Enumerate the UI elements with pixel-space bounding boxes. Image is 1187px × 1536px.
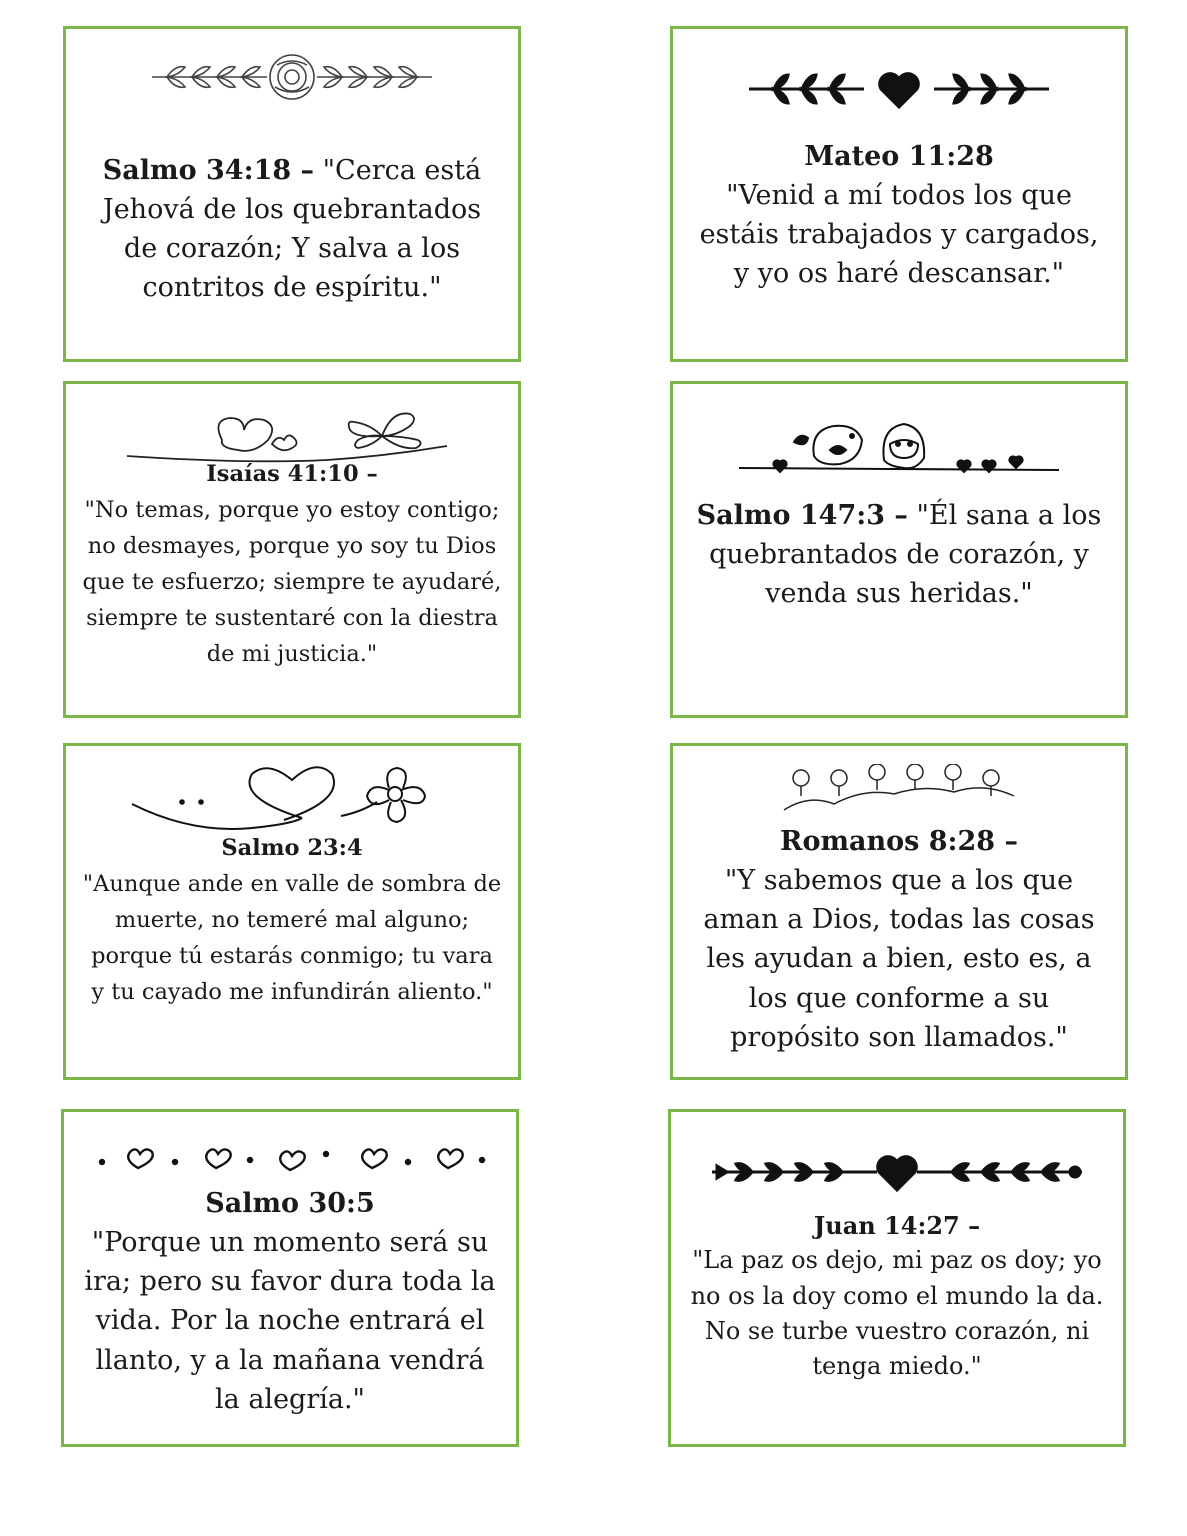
rose-branch-icon <box>66 51 518 103</box>
verse-reference: Salmo 30:5 <box>205 1188 375 1219</box>
verse-reference: Salmo 34:18 – <box>102 155 315 186</box>
verse-card-salmo-30-5 <box>61 1109 519 1447</box>
verse-text: "Venid a mí todos los que estáis trabajados y cargados, y yo os haré descansar." <box>699 180 1099 290</box>
heart-flower-line-icon <box>66 760 518 834</box>
verse-text: "Cerca está Jehová de los quebrantados de corazón; Y salva a los contritos de espíritu." <box>102 155 482 304</box>
verse-text: "No temas, porque yo estoy contigo; no desmayes, porque yo soy tu Dios que te esfuerzo; siempre te ayudaré, siempre te sustentaré con la diestra de mi justicia." <box>82 497 502 667</box>
verse-reference: Romanos 8:28 – <box>780 826 1018 857</box>
verse-text: "Él sana a los quebrantados de corazón, y venda sus heridas." <box>709 500 1102 610</box>
verse-card-salmo-23-4 <box>63 743 521 1080</box>
verse-text: "La paz os dejo, mi paz os doy; yo no os la doy como el mundo la da. No se turbe vuestro corazón, ni tenga miedo." <box>690 1246 1104 1381</box>
birds-hearts-icon <box>673 414 1125 480</box>
verse-card-romanos-8-28 <box>670 743 1128 1080</box>
verse-card-isaias-41-10 <box>63 381 521 718</box>
verse-reference: Salmo 147:3 – <box>696 500 908 531</box>
verse-reference: Salmo 23:4 <box>221 835 363 861</box>
verse-card-juan-14-27 <box>668 1109 1126 1447</box>
verse-reference: Mateo 11:28 <box>804 141 994 172</box>
verse-card-mateo-11-28 <box>670 26 1128 362</box>
heart-branch-icon <box>673 67 1125 111</box>
lightbulbs-garland-icon <box>673 764 1125 814</box>
verse-text: "Aunque ande en valle de sombra de muerte, no temeré mal alguno; porque tú estarás conmigo; tu vara y tu cayado me infundirán aliento." <box>82 871 502 1005</box>
heart-arrow-branch-icon <box>671 1154 1123 1194</box>
verse-reference: Juan 14:27 – <box>813 1211 981 1240</box>
verse-reference: Isaías 41:10 – <box>206 461 378 487</box>
verse-text: "Y sabemos que a los que aman a Dios, todas las cosas les ayudan a bien, esto es, a los que conforme a su propósito son llamados." <box>703 865 1095 1053</box>
verse-card-salmo-34-18 <box>63 26 521 362</box>
verse-card-salmo-147-3 <box>670 381 1128 718</box>
verse-text: "Porque un momento será su ira; pero su favor dura toda la vida. Por la noche entrará el llanto, y a la mañana vendrá la alegría." <box>84 1227 496 1415</box>
dots-hearts-icon <box>64 1142 516 1176</box>
